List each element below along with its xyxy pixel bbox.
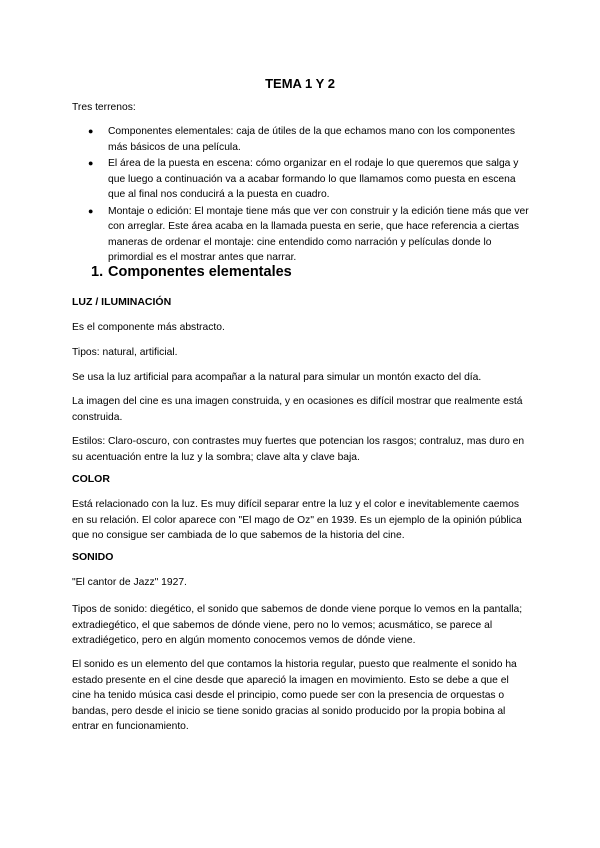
bullet-icon: ●: [88, 205, 94, 216]
paragraph: Es el componente más abstracto.: [72, 322, 225, 333]
bullet-text: Componentes elementales: caja de útiles de la que echamos mano con los componentes más básicos de una película.: [108, 126, 515, 153]
bullet-list: [72, 124, 532, 266]
subheading-sonido: SONIDO: [72, 551, 114, 563]
paragraph: La imagen del cine es una imagen construida, y en ocasiones es difícil mostrar que realmente está construida.: [72, 396, 523, 423]
paragraph: "El cantor de Jazz" 1927.: [72, 577, 187, 588]
paragraph: Estilos: Claro-oscuro, con contrastes muy fuertes que potencian los rasgos; contraluz, mas duro en su acentuación entre la luz y la sombra; clave alta y clave baja.: [72, 436, 525, 463]
bullet-text: Montaje o edición: El montaje tiene más que ver con construir y la edición tiene más que ver con arreglar. Este área acaba en la llamada puesta en serie, que hace referencia a ciertas maneras de ordenar el montaje: cine entendido como narración y películas donde lo primordial es el mostrar antes que narrar.: [108, 205, 529, 263]
bullet-text: El área de la puesta en escena: cómo organizar en el rodaje lo que queremos que salga y que luego a continuación va a acabar formando lo que llamamos como puesta en escena que al final nos conducirá a la puesta en cuadro.: [108, 158, 519, 200]
page-title: TEMA 1 Y 2: [265, 76, 335, 91]
paragraph: Tipos: natural, artificial.: [72, 347, 178, 358]
section-number: 1.: [91, 264, 104, 280]
bullet-icon: ●: [88, 126, 94, 136]
list-item: [72, 156, 532, 203]
paragraph: Tipos de sonido: diegético, el sonido que sabemos de donde viene porque lo vemos en la pantalla; extradiegético, el que sabemos de dónde viene, pero no lo vemos; acusmático, se parece al extradiégetico, pero en algún momento conocemos vemos de dónde viene.: [72, 604, 523, 646]
intro-text: Tres terrenos:: [72, 102, 136, 113]
paragraph: El sonido es un elemento del que contamos la historia regular, puesto que realmente el sonido ha estado presente en el cine desde que apareció la imagen en movimiento. Esto se debe a que el cine ha tenido música casi desde el principio, como puede ser con la presencia de orquestas o bandas, pero desde el inicio se tiene sonido gracias al sonido producido por la propia bobina al entrar en funcionamiento.: [72, 659, 517, 732]
paragraph: Se usa la luz artificial para acompañar a la natural para simular un montón exacto del día.: [72, 372, 482, 383]
paragraph: Está relacionado con la luz. Es muy difícil separar entre la luz y el color e inevitablemente caemos en su relación. El color aparece con "El mago de Oz" en 1939. Es un ejemplo de la opinión pública que no consigue ser cambiada de lo que sabemos de la historia del cine.: [72, 499, 522, 541]
subheading-luz: LUZ / ILUMINACIÓN: [72, 296, 172, 308]
list-item: [72, 124, 532, 155]
section-title: Componentes elementales: [108, 264, 292, 280]
subheading-color: COLOR: [72, 473, 110, 485]
list-item: [72, 204, 532, 266]
bullet-icon: ●: [88, 158, 94, 168]
